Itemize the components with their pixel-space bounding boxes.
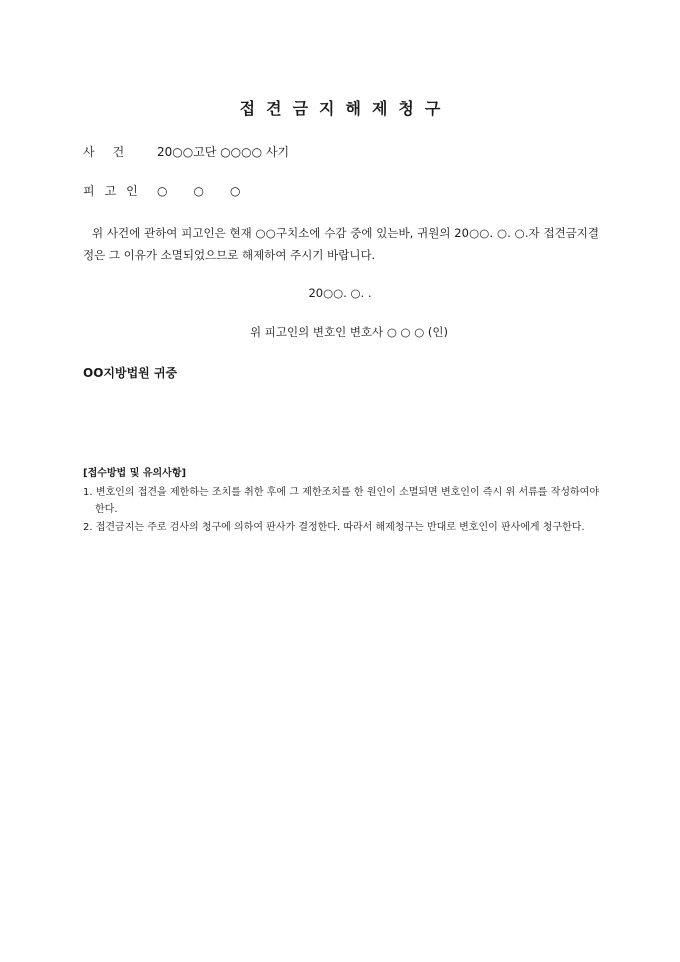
case-value: 20○○고단 ○○○○ 사기 xyxy=(157,145,290,159)
case-label: 사건 xyxy=(83,145,143,159)
case-row xyxy=(83,143,289,160)
note-item: 1. 변호인의 접견을 제한하는 조치를 취한 후에 그 제한조치를 한 원인이 소멸되면 변호인이 즉시 위 서류를 작성하여야 한다. xyxy=(83,487,599,515)
defendant-value: ○○○ xyxy=(157,184,267,198)
document-date: 20○○. ○. . xyxy=(308,286,372,300)
defendant-label: 피고인 xyxy=(83,184,148,198)
document-title: 접견금지해제청구 xyxy=(239,99,452,118)
note-item: 2. 접견금지는 주로 검사의 청구에 의하여 판사가 결정한다. 따라서 해제청구는 반대로 변호인이 판사에게 청구한다. xyxy=(83,522,585,533)
notes-heading: [접수방법 및 유의사항] xyxy=(83,468,187,479)
defendant-row xyxy=(83,182,266,199)
notes-section xyxy=(83,464,599,537)
notes-list xyxy=(83,484,599,536)
request-body: 위 사건에 관하여 피고인은 현재 ○○구치소에 수감 중에 있는바, 귀원의 20○○. ○. ○.자 접견금지결정은 그 이유가 소멸되었으므로 해제하여 주시기 바랍니다. xyxy=(83,226,599,262)
court-addressee: OO지방법원 귀중 xyxy=(83,366,178,380)
signature-line: 위 피고인의 변호인 변호사 ○ ○ ○ (인) xyxy=(250,325,448,339)
